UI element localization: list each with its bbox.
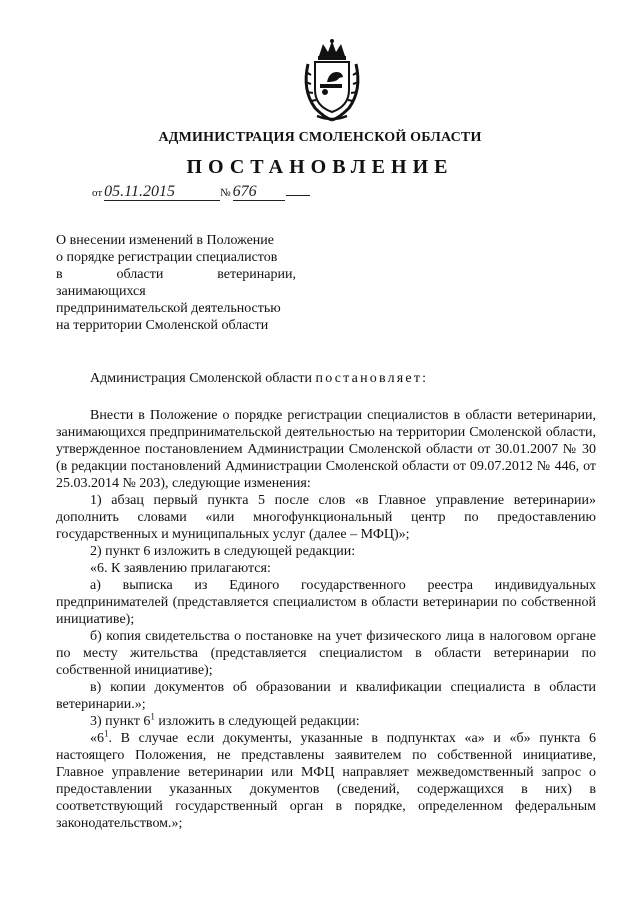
superscript: 1 — [104, 728, 109, 739]
paragraph-text: 3) пункт 6 — [90, 714, 151, 729]
subject-word: области — [116, 267, 164, 282]
document-body — [56, 370, 596, 832]
body-paragraph — [56, 713, 596, 730]
preamble-decree-word: постановляет: — [315, 371, 429, 386]
number-handwritten: 676 — [233, 184, 285, 201]
body-paragraph: 2) пункт 6 изложить в следующей редакции: — [90, 544, 356, 559]
superscript: 1 — [150, 711, 155, 722]
subject-line: на территории Смоленской области — [56, 318, 269, 333]
subject-word: в — [56, 267, 63, 282]
body-paragraph: б) копия свидетельства о постановке на учет физического лица в налоговом органе по месту жительства (представляется специалистом в области ветеринарии по собственной инициативе); — [56, 629, 596, 678]
preamble-paragraph — [56, 370, 596, 387]
number-prefix-label: № — [220, 187, 231, 199]
paragraph-text: «6 — [90, 731, 104, 746]
date-handwritten: 05.11.2015 — [104, 184, 220, 201]
body-paragraph: «6. К заявлению прилагаются: — [90, 561, 271, 576]
body-paragraph — [56, 730, 596, 832]
subject-line: предпринимательской деятельностью — [56, 301, 281, 316]
body-paragraph: а) выписка из Единого государственного реестра индивидуальных предпринимателей (представляется специалистом в области ветеринарии по собственной инициативе); — [56, 578, 596, 627]
document-type-title: ПОСТАНОВЛЕНИЕ — [186, 156, 454, 178]
body-paragraph: в) копии документов об образовании и квалификации специалиста в области ветеринарии.»; — [56, 680, 596, 712]
body-paragraph: 1) абзац первый пункта 5 после слов «в Главное управление ветеринарии» дополнить словами «или многофункциональный центр по предоставлению государственных и муниципальных услуг (далее – МФЦ)»; — [56, 493, 596, 542]
preamble-text: Администрация Смоленской области — [90, 371, 316, 386]
smolensk-coat-of-arms-emblem — [299, 38, 365, 124]
date-number-line — [92, 184, 310, 201]
document-subject — [56, 232, 296, 334]
subject-line — [56, 266, 296, 283]
subject-word: ветеринарии, — [217, 267, 296, 282]
date-prefix-label: от — [92, 187, 103, 199]
subject-line: занимающихся — [56, 284, 146, 299]
body-paragraph: Внести в Положение о порядке регистрации специалистов в области ветеринарии, занимающихся предпринимательской деятельностью на территории Смоленской области, утвержденное постановлением Администрации Смоленской области от 30.01.2007 № 30 (в редакции постановлений Администрации Смоленской области от 09.07.2012 № 446, от 25.03.2014 № 203), следующие изменения: — [56, 408, 596, 491]
number-underline — [286, 195, 310, 196]
subject-line: О внесении изменений в Положение — [56, 233, 275, 248]
subject-line: о порядке регистрации специалистов — [56, 250, 278, 265]
organization-name: АДМИНИСТРАЦИЯ СМОЛЕНСКОЙ ОБЛАСТИ — [158, 130, 482, 145]
paragraph-text: . В случае если документы, указанные в подпунктах «а» и «б» пункта 6 настоящего Положения, не представлены заявителем по собственной инициативе, Главное управление ветеринарии или МФЦ направляет межведомственный запрос о предоставлении указанных документов (сведений, содержащихся в них) в соответствующий государственный орган в порядке, определенном федеральным законодательством.»; — [56, 731, 596, 831]
paragraph-text: изложить в следующей редакции: — [154, 714, 360, 729]
